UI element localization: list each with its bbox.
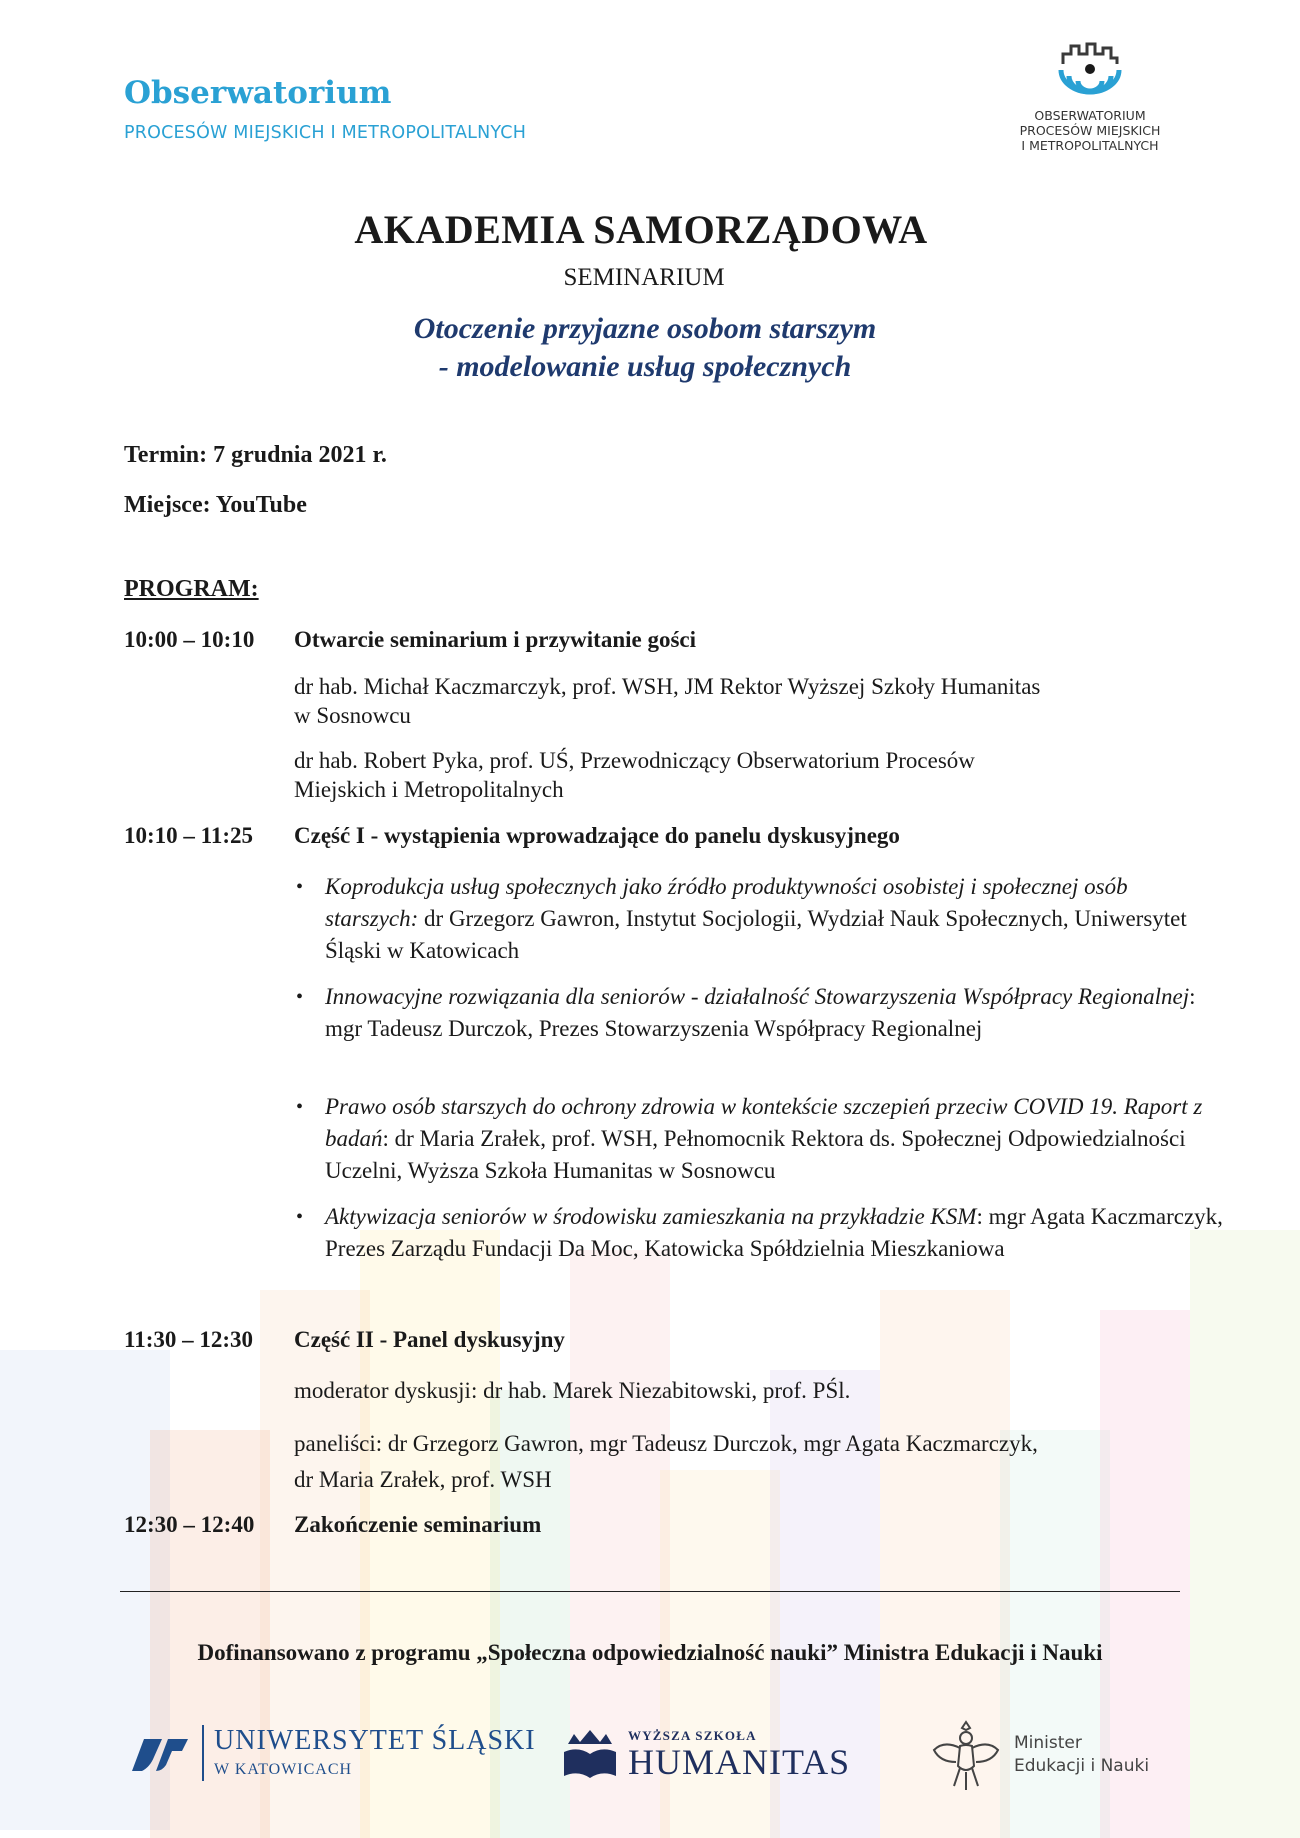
page-title: AKADEMIA SAMORZĄDOWA <box>354 207 928 252</box>
event-date: Termin: 7 grudnia 2021 r. <box>124 442 387 468</box>
program-time: 11:30 – 12:30 <box>124 1327 254 1352</box>
text-line: moderator dyskusji: dr hab. Marek Niezabitowski, prof. PŚl. <box>294 1378 851 1403</box>
funding-note: Dofinansowano z programu „Społeczna odpowiedzialność nauki” Ministra Edukacji i Nauki <box>197 1640 1103 1665</box>
observatory-logo <box>1010 42 1170 153</box>
program-heading-item: Część I - wystąpienia wprowadzające do panelu dyskusyjnego <box>294 823 900 848</box>
moderator-paragraph <box>294 1376 1174 1405</box>
text-line: w Sosnowcu <box>294 703 411 728</box>
topic-line-1: Otoczenie przyjazne osobom starszym <box>413 312 877 345</box>
talk-title: Prawo osób starszych do ochrony zdrowia w kontekście szczepień przeciw COVID 19. Raport z badań <box>325 1094 1203 1151</box>
ministry-line-2: Edukacji i Nauki <box>1014 1756 1150 1776</box>
panelists-paragraph <box>294 1426 1174 1498</box>
talk-title: Innowacyjne rozwiązania dla seniorów - działalność Stowarzyszenia Współpracy Regionalnej <box>325 984 1190 1009</box>
text-line: dr hab. Michał Kaczmarczyk, prof. WSH, JM Rektor Wyższej Szkoły Humanitas <box>294 674 1041 699</box>
speaker-paragraph <box>294 672 1174 730</box>
book-crown-icon <box>560 1726 620 1782</box>
hum-line-2: HUMANITAS <box>628 1742 851 1782</box>
event-type: SEMINARIUM <box>563 264 725 291</box>
talk-title: Aktywizacja seniorów w środowisku zamieszkania na przykładzie KSM <box>325 1204 977 1229</box>
seminar-topic <box>0 310 1300 386</box>
org-subtitle: PROCESÓW MIEJSKICH I METROPOLITALNYCH <box>124 123 527 143</box>
topic-line-2: - modelowanie usług społecznych <box>438 350 852 383</box>
logo-uniwersytet-slaski <box>128 1725 536 1781</box>
text-line: dr hab. Robert Pyka, prof. UŚ, Przewodniczący Obserwatorium Procesów <box>294 748 975 773</box>
list-item <box>294 871 1225 967</box>
us-city: W KATOWICACH <box>214 1761 353 1778</box>
talk-speaker: dr Grzegorz Gawron, Instytut Socjologii, Wydział Nauk Społecznych, Uniwersytet Śląski w Katowicach <box>325 906 1187 963</box>
org-name: Obserwatorium <box>124 75 392 111</box>
talk-speaker: : mgr Tadeusz Durczok, Prezes Stowarzyszenia Współpracy Regionalnej <box>325 984 1196 1041</box>
talk-title: Koprodukcja usług społecznych jako źródło produktywności osobistej i społecznej osób starszych: <box>325 874 1128 931</box>
list-item <box>294 1201 1225 1265</box>
program-time: 10:00 – 10:10 <box>124 627 255 652</box>
speaker-paragraph <box>294 746 1174 804</box>
list-item <box>294 981 1225 1045</box>
us-name: UNIWERSYTET ŚLĄSKI <box>214 1725 536 1756</box>
program-time: 10:10 – 11:25 <box>124 823 254 848</box>
polish-eagle-icon <box>930 1716 1002 1794</box>
program-heading: PROGRAM: <box>124 576 259 602</box>
talk-speaker: : mgr Agata Kaczmarczyk, Prezes Zarządu Fundacji Da Moc, Katowicka Spółdzielnia Mieszkaniowa <box>325 1204 1223 1261</box>
text-line: Miejskich i Metropolitalnych <box>294 777 564 802</box>
program-heading-item: Część II - Panel dyskusyjny <box>294 1327 565 1352</box>
logo-humanitas <box>560 1726 850 1782</box>
text-line: paneliści: dr Grzegorz Gawron, mgr Tadeusz Durczok, mgr Agata Kaczmarczyk, <box>294 1431 1038 1456</box>
ministry-line-1: Minister <box>1014 1733 1082 1753</box>
logo-ministry <box>930 1716 1149 1794</box>
logo-line-2: PROCESÓW MIEJSKICH <box>1019 123 1161 138</box>
talk-speaker: : dr Maria Zrałek, prof. WSH, Pełnomocnik Rektora ds. Społecznej Odpowiedzialności Uczelni, Wyższa Szkoła Humanitas w Sosnowcu <box>325 1126 1186 1183</box>
logo-line-1: OBSERWATORIUM <box>1034 108 1146 123</box>
logo-line-3: I METROPOLITALNYCH <box>1021 138 1159 153</box>
divider <box>120 1591 1180 1592</box>
program-time: 12:30 – 12:40 <box>124 1512 255 1537</box>
university-emblem-icon <box>128 1731 190 1775</box>
title-block <box>0 207 1300 386</box>
hum-line-1: WYŻSZA SZKOŁA <box>628 1728 757 1743</box>
program-heading-item: Zakończenie seminarium <box>294 1512 542 1537</box>
header-org <box>124 75 527 143</box>
program-heading-item: Otwarcie seminarium i przywitanie gości <box>294 627 697 652</box>
list-item <box>294 1091 1225 1187</box>
text-line: dr Maria Zrałek, prof. WSH <box>294 1467 552 1492</box>
event-place: Miejsce: YouTube <box>124 492 307 518</box>
city-skyline-icon <box>1057 42 1123 102</box>
